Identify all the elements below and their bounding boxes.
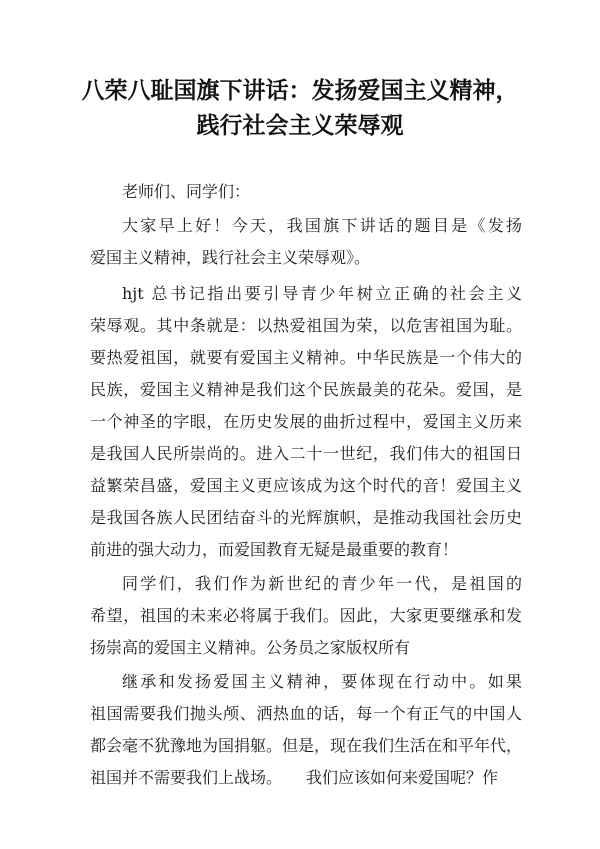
paragraph-2-line-5: 一个神圣的字眼，在历史发展的曲折过程中，爱国主义历来 bbox=[90, 412, 522, 431]
paragraph-2-line-8: 是我国各族人民团结奋斗的光辉旗帜，是推动我国社会历史 bbox=[90, 508, 522, 527]
paragraph-3-line-3: 扬崇高的爱国主义精神。公务员之家版权所有 bbox=[90, 638, 411, 657]
salutation: 老师们、同学们： bbox=[122, 182, 251, 201]
paragraph-4-line-1: 继承和发扬爱国主义精神，要体现在行动中。如果 bbox=[122, 672, 522, 691]
document-title-line-2: 践行社会主义荣辱观 bbox=[196, 113, 404, 139]
paragraph-3-line-2: 希望，祖国的未来必将属于我们。因此，大家更要继承和发 bbox=[90, 606, 522, 625]
paragraph-2-line-4: 民族，爱国主义精神是我们这个民族最美的花朵。爱国，是 bbox=[90, 380, 522, 399]
paragraph-1-line-2: 爱国主义精神，践行社会主义荣辱观》。 bbox=[90, 248, 371, 267]
paragraph-2-line-3: 要热爱祖国，就要有爱国主义精神。中华民族是一个伟大的 bbox=[90, 348, 522, 367]
paragraph-2-line-7: 益繁荣昌盛，爱国主义更应该成为这个时代的音！爱国主义 bbox=[90, 476, 522, 495]
paragraph-4-line-3: 都会毫不犹豫地为国捐躯。但是，现在我们生活在和平年代， bbox=[90, 736, 522, 755]
paragraph-2-line-1: hjt 总书记指出要引导青少年树立正确的社会主义 bbox=[122, 284, 522, 303]
paragraph-1-line-1: 大家早上好！今天，我国旗下讲话的题目是《发扬 bbox=[122, 216, 522, 235]
paragraph-2-line-2: 荣辱观。其中条就是：以热爱祖国为荣，以危害祖国为耻。 bbox=[90, 316, 522, 335]
paragraph-4-line-2: 祖国需要我们抛头颅、洒热血的话，每一个有正气的中国人 bbox=[90, 704, 522, 723]
paragraph-4-line-4: 祖国并不需要我们上战场。 我们应该如何来爱国呢？作 bbox=[90, 768, 499, 787]
paragraph-3-line-1: 同学们，我们作为新世纪的青少年一代，是祖国的 bbox=[122, 574, 522, 593]
paragraph-2-line-6: 是我国人民所崇尚的。进入二十一世纪，我们伟大的祖国日 bbox=[90, 444, 522, 463]
document-title-line-1: 八荣八耻国旗下讲话：发扬爱国主义精神， bbox=[81, 78, 519, 104]
paragraph-2-line-9: 前进的强大动力，而爱国教育无疑是最重要的教育！ bbox=[90, 540, 459, 559]
